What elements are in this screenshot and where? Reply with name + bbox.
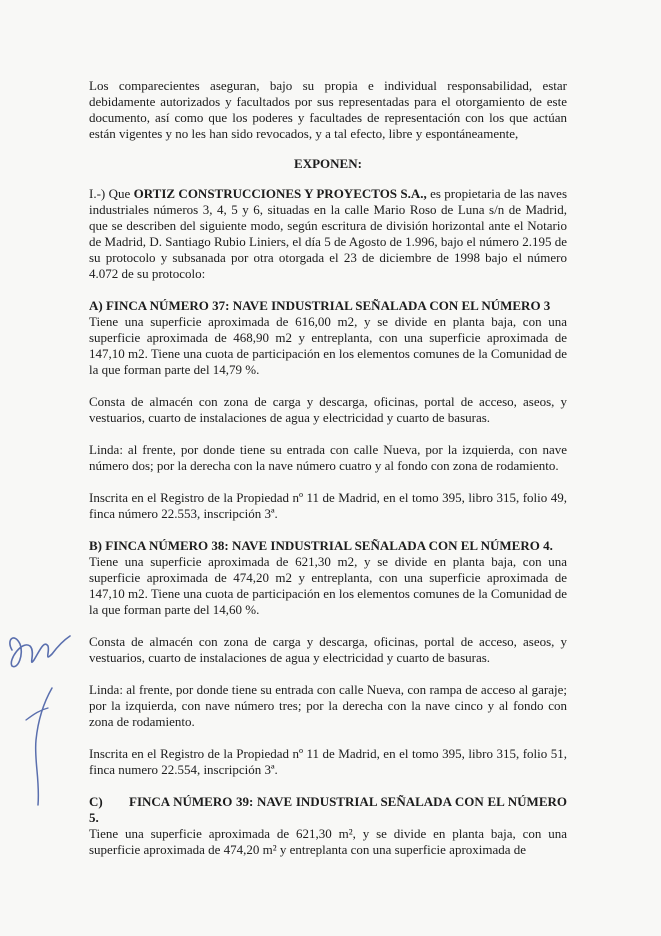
- document-body: [89, 78, 567, 858]
- finca-a-consta: Consta de almacén con zona de carga y descarga, oficinas, portal de acceso, aseos, y vestuarios, cuarto de instalaciones de agua y electricidad y cuarto de basuras.: [89, 394, 567, 425]
- finca-a-inscrita: Inscrita en el Registro de la Propiedad nº 11 de Madrid, en el tomo 395, libro 315, folio 49, finca número 22.553, inscripción 3ª.: [89, 490, 567, 521]
- finca-c-title: FINCA NÚMERO 39: NAVE INDUSTRIAL SEÑALADA CON EL NÚMERO 5.: [89, 794, 567, 825]
- handwritten-signature: [0, 610, 80, 830]
- exponen-paragraph-1: [89, 186, 567, 282]
- finca-a-title: A) FINCA NÚMERO 37: NAVE INDUSTRIAL SEÑALADA CON EL NÚMERO 3: [89, 298, 551, 313]
- finca-b-inscrita: Inscrita en el Registro de la Propiedad nº 11 de Madrid, en el tomo 395, libro 315, folio 51, finca numero 22.554, inscripción 3ª.: [89, 746, 567, 777]
- finca-b-linda: Linda: al frente, por donde tiene su entrada con calle Nueva, con rampa de acceso al garaje; por la izquierda, con nave número tres; por la derecha con la nave cinco y al fondo con zona de rodamiento.: [89, 682, 567, 729]
- company-name: ORTIZ CONSTRUCCIONES Y PROYECTOS S.A.,: [133, 186, 427, 201]
- paragraph-body: es propietaria de las naves industriales números 3, 4, 5 y 6, situadas en la calle Mario Roso de Luna s/n de Madrid, que se describen del siguiente modo, según escritura de división horizontal ante el Notario de Madrid, D. Santiago Rubio Liniers, el día 5 de Agosto de 1.996, bajo el número 2.195 de su protocolo y subsanada por otra otorgada el 23 de diciembre de 1998 bajo el número 4.072 de su protocolo:: [89, 186, 567, 281]
- finca-b-title: B) FINCA NÚMERO 38: NAVE INDUSTRIAL SEÑALADA CON EL NÚMERO 4.: [89, 538, 553, 553]
- section-heading: EXPONEN:: [294, 156, 362, 171]
- finca-b-consta: Consta de almacén con zona de carga y descarga, oficinas, portal de acceso, aseos, y vestuarios, cuarto de instalaciones de agua y electricidad y cuarto de basuras.: [89, 634, 567, 665]
- finca-b-surface: Tiene una superficie aproximada de 621,30 m2, y se divide en planta baja, con una superficie aproximada de 474,20 m2 y entreplanta, con una superficie aproximada de 147,10 m2. Tiene una cuota de participación en los elementos comunes de la Comunidad de la que forman parte del 14,60 %.: [89, 554, 568, 617]
- finca-c-letter: C): [89, 794, 103, 809]
- finca-c-surface: Tiene una superficie aproximada de 621,30 m², y se divide en planta baja, con una superficie aproximada de 474,20 m² y entreplanta con una superficie aproximada de: [89, 826, 567, 857]
- finca-a-linda: Linda: al frente, por donde tiene su entrada con calle Nueva, por la izquierda, con nave número dos; por la derecha con la nave número cuatro y al fondo con zona de rodamiento.: [89, 442, 567, 473]
- finca-a-surface: Tiene una superficie aproximada de 616,00 m2, y se divide en planta baja, con una superficie aproximada de 468,90 m2 y entreplanta, con una superficie aproximada de 147,10 m2. Tiene una cuota de participación en los elementos comunes de la Comunidad de la que forman parte del 14,79 %.: [89, 314, 568, 377]
- intro-paragraph: Los comparecientes aseguran, bajo su propia e individual responsabilidad, estar debidamente autorizados y facultados por sus representadas para el otorgamiento de este documento, así como que los poderes y facultades de representación con los que actúan están vigentes y no les han sido revocados, y a tal efecto, libre y espontáneamente,: [89, 78, 567, 141]
- finca-c-title-line: [89, 794, 567, 826]
- paragraph-lead: I.-) Que: [89, 186, 131, 201]
